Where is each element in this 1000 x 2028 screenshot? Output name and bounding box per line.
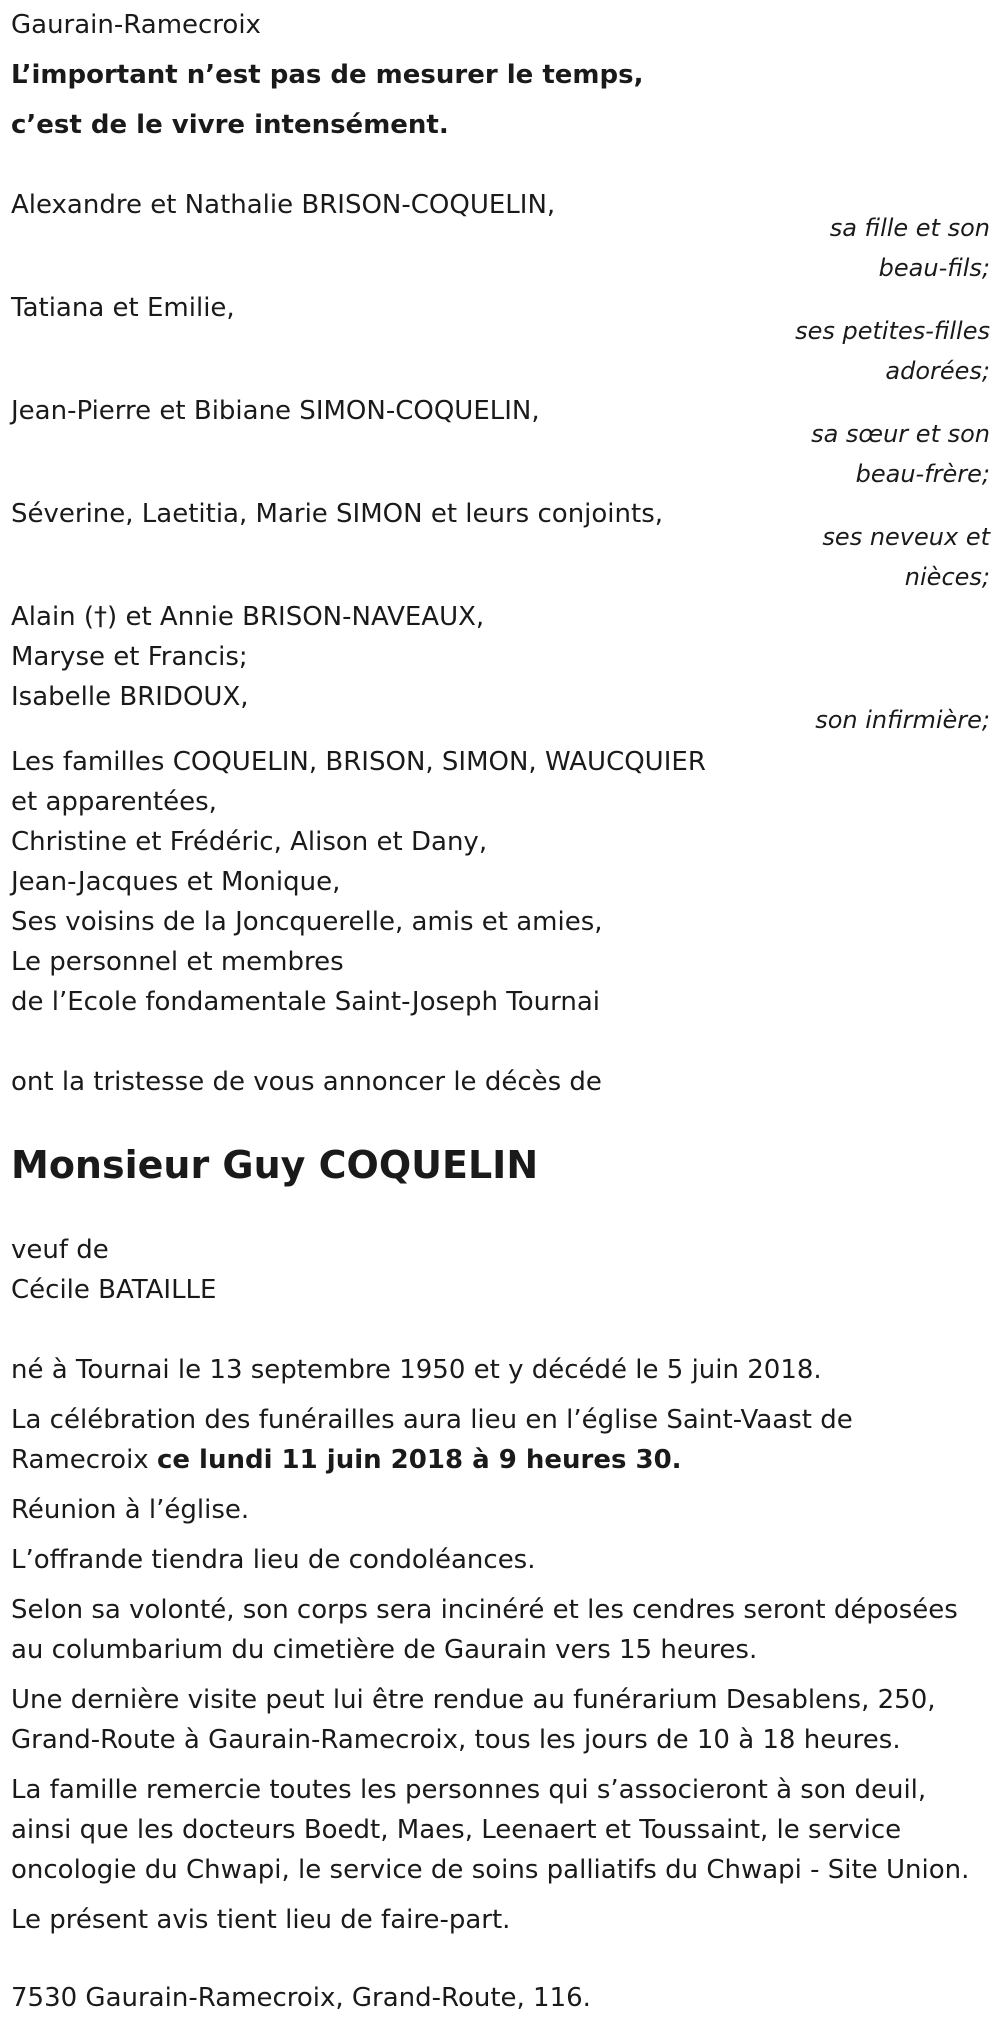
cremation-line-1: Selon sa volonté, son corps sera incinéré et les cendres seront déposées (11, 1595, 958, 1625)
cremation-line-2: au columbarium du cimetière de Gaurain vers 15 heures. (11, 1635, 758, 1665)
families-line-1: Les familles COQUELIN, BRISON, SIMON, WAUCQUIER (11, 747, 706, 777)
thanks-line-1: La famille remercie toutes les personnes qui s’associeront à son deuil, (11, 1775, 927, 1805)
family-relation-4-line-2: nièces; (904, 563, 990, 591)
family-name-2: Tatiana et Emilie, (11, 293, 235, 323)
ceremony-line-1: La célébration des funérailles aura lieu en l’église Saint-Vaast de (11, 1405, 853, 1435)
offering-text: L’offrande tiendra lieu de condoléances. (11, 1545, 536, 1575)
family-name-3: Jean-Pierre et Bibiane SIMON-COQUELIN, (11, 396, 540, 426)
ceremony-line-2 (11, 1440, 682, 1480)
widower-line-2: Cécile BATAILLE (11, 1275, 217, 1305)
visit-line-2: Grand-Route à Gaurain-Ramecroix, tous les jours de 10 à 18 heures. (11, 1725, 901, 1755)
families-line-3: Christine et Frédéric, Alison et Dany, (11, 827, 488, 857)
others-line-3-relation: son infirmière; (815, 706, 990, 734)
ceremony-place: Ramecroix (11, 1445, 157, 1475)
family-relation-1-line-2: beau-fils; (878, 254, 990, 282)
deceased-name: Monsieur Guy COQUELIN (11, 1143, 539, 1187)
family-relation-1-line-1: sa fille et son (829, 214, 990, 242)
quote-line-2: c’est de le vivre intensément. (11, 110, 449, 140)
ceremony-date: ce lundi 11 juin 2018 à 9 heures 30. (156, 1445, 682, 1475)
family-relation-1 (730, 208, 990, 288)
family-relation-4-line-1: ses neveux et (822, 523, 990, 551)
thanks-line-3: oncologie du Chwapi, le service de soins palliatifs du Chwapi - Site Union. (11, 1855, 970, 1885)
families-line-2: et apparentées, (11, 787, 217, 817)
family-relation-2 (730, 311, 990, 391)
family-relation-3-line-2: beau-frère; (855, 460, 990, 488)
families-line-5: Ses voisins de la Joncquerelle, amis et amies, (11, 907, 603, 937)
family-relation-4 (730, 517, 990, 597)
family-name-1: Alexandre et Nathalie BRISON-COQUELIN, (11, 190, 556, 220)
place-header: Gaurain-Ramecroix (11, 10, 261, 40)
others-line-2: Maryse et Francis; (11, 642, 248, 672)
thanks-line-2: ainsi que les docteurs Boedt, Maes, Leenaert et Toussaint, le service (11, 1815, 902, 1845)
families-line-6: Le personnel et membres (11, 947, 344, 977)
visit-line-1: Une dernière visite peut lui être rendue au funérarium Desablens, 250, (11, 1685, 936, 1715)
quote-line-1: L’important n’est pas de mesurer le temps, (11, 60, 644, 90)
family-name-4: Séverine, Laetitia, Marie SIMON et leurs conjoints, (11, 499, 664, 529)
families-line-4: Jean-Jacques et Monique, (11, 867, 341, 897)
family-relation-2-line-2: adorées; (885, 357, 990, 385)
family-relation-3-line-1: sa sœur et son (811, 420, 990, 448)
family-relation-3 (730, 414, 990, 494)
families-line-7: de l’Ecole fondamentale Saint-Joseph Tournai (11, 987, 600, 1017)
others-line-1: Alain (†) et Annie BRISON-NAVEAUX, (11, 602, 485, 632)
address-text: 7530 Gaurain-Ramecroix, Grand-Route, 116. (11, 1983, 591, 2013)
meeting-text: Réunion à l’église. (11, 1495, 250, 1525)
announcement-text: ont la tristesse de vous annoncer le décès de (11, 1067, 602, 1097)
notice-text: Le présent avis tient lieu de faire-part. (11, 1905, 511, 1935)
family-relation-2-line-1: ses petites-filles (795, 317, 990, 345)
others-line-3: Isabelle BRIDOUX, (11, 682, 249, 712)
widower-line-1: veuf de (11, 1235, 109, 1265)
birth-death-text: né à Tournai le 13 septembre 1950 et y décédé le 5 juin 2018. (11, 1355, 822, 1385)
